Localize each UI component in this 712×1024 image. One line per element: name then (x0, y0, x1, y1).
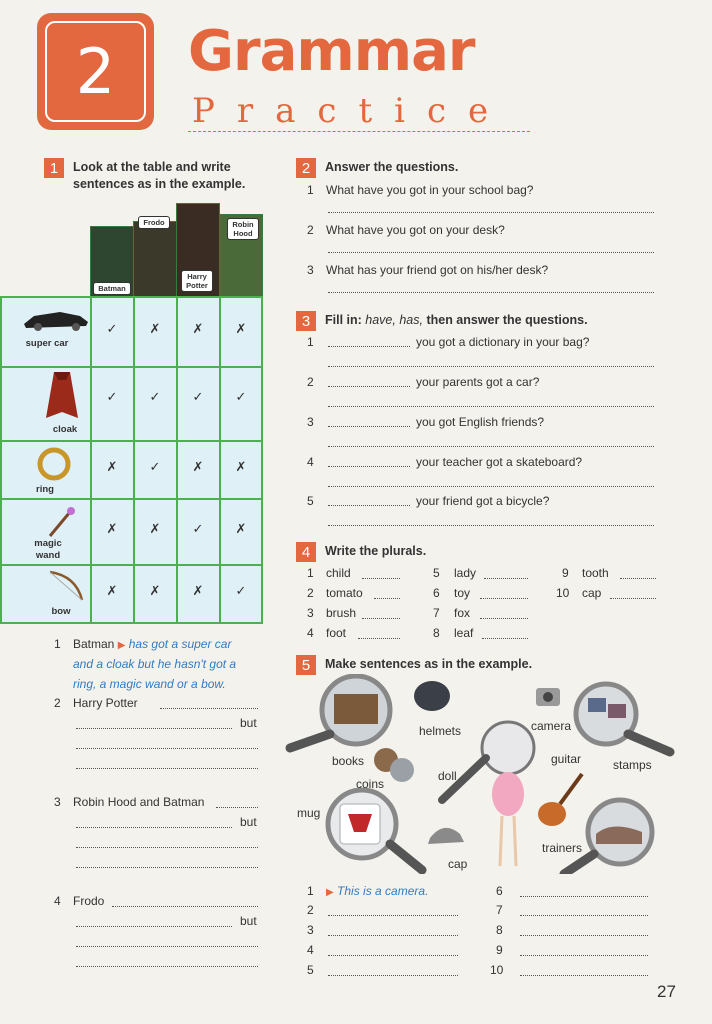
table-mark: ✗ (106, 460, 118, 475)
ex5-example (326, 884, 428, 900)
sentence-line[interactable] (520, 955, 648, 956)
answer-line[interactable] (76, 847, 258, 848)
question-number: 2 (307, 223, 314, 237)
ex5-pictures (282, 674, 682, 874)
ex1-example-line3: ring, a magic wand or a bow. (73, 677, 226, 691)
answer-line[interactable] (76, 827, 232, 828)
item-number: 1 (307, 335, 314, 349)
sentence-line[interactable] (520, 915, 648, 916)
ex3-instruction-italic: have, has, (365, 313, 423, 327)
plural-word: fox (454, 606, 471, 620)
plural-number: 7 (433, 606, 440, 620)
bow-picture (46, 570, 86, 602)
ex1-answer-name: Batman (73, 637, 115, 651)
table-mark: ✓ (235, 584, 247, 599)
picture-label-coins: coins (356, 777, 385, 791)
super-car-picture (20, 304, 92, 334)
table-mark: ✗ (149, 584, 161, 599)
table-mark: ✓ (106, 322, 118, 337)
fill-in-blank[interactable] (328, 466, 410, 467)
table-mark: ✓ (106, 390, 118, 405)
page-number: 27 (657, 982, 676, 1001)
answer-line[interactable] (328, 366, 654, 367)
page-title: Grammar (188, 19, 475, 84)
sentence-number: 2 (307, 903, 314, 917)
table-mark: ✗ (235, 460, 247, 475)
ex3-instruction-pre: Fill in: (325, 313, 366, 327)
answer-line[interactable] (328, 406, 654, 407)
item-number: 4 (307, 455, 314, 469)
ex3-instruction-post: then answer the questions. (422, 313, 588, 327)
unit-number-box (37, 13, 154, 130)
answer-line[interactable] (328, 525, 654, 526)
question-text: What has your friend got on his/her desk? (326, 263, 549, 277)
plural-blank[interactable] (620, 578, 656, 579)
plural-word: lady (454, 566, 477, 580)
plural-word: brush (326, 606, 357, 620)
answer-line[interactable] (112, 906, 258, 907)
sentence-line[interactable] (328, 935, 458, 936)
row-label-super-car: super car (25, 338, 69, 349)
sentence-number: 3 (307, 923, 314, 937)
items-table (0, 296, 263, 624)
question-text: What have you got in your school bag? (326, 183, 534, 197)
sentence-number: 1 (307, 884, 314, 898)
ex3-number-badge: 3 (296, 311, 316, 331)
plural-word: child (326, 566, 351, 580)
page-subtitle: Practice (192, 91, 511, 131)
plural-blank[interactable] (610, 598, 656, 599)
picture-label-doll: doll (438, 769, 457, 783)
ex4-number-badge: 4 (296, 542, 316, 562)
fill-in-blank[interactable] (328, 346, 410, 347)
fill-in-blank[interactable] (328, 426, 410, 427)
item-text: you got a dictionary in your bag? (416, 335, 590, 349)
column-label-frodo: Frodo (138, 216, 170, 229)
ring-picture (36, 446, 72, 482)
plural-blank[interactable] (482, 638, 528, 639)
plural-word: leaf (454, 626, 474, 640)
picture-label-guitar: guitar (551, 752, 582, 766)
plural-blank[interactable] (362, 618, 400, 619)
plural-number: 3 (307, 606, 314, 620)
table-mark: ✗ (192, 584, 204, 599)
answer-line[interactable] (76, 946, 258, 947)
plural-number: 8 (433, 626, 440, 640)
item-text: you got English friends? (416, 415, 545, 429)
sentence-line[interactable] (520, 975, 648, 976)
column-label-batman: Batman (93, 282, 131, 295)
ex1-answer-number: 1 (54, 637, 61, 651)
but-label: but (240, 716, 257, 730)
plural-blank[interactable] (480, 598, 528, 599)
picture-label-books: books (332, 754, 365, 768)
ex5-number-badge: 5 (296, 655, 316, 675)
table-mark: ✗ (106, 584, 118, 599)
answer-line[interactable] (160, 708, 258, 709)
ex1-answer-name: Robin Hood and Batman (73, 795, 205, 809)
ex1-answer-number: 2 (54, 696, 61, 710)
table-mark: ✗ (235, 322, 247, 337)
sentence-number: 5 (307, 963, 314, 977)
table-mark: ✓ (192, 522, 204, 537)
title-divider (188, 131, 530, 132)
unit-number: 2 (75, 35, 116, 108)
arrow-icon: ▶ (326, 887, 334, 898)
picture-label-trainers: trainers (542, 841, 583, 855)
plural-number: 9 (562, 566, 569, 580)
table-mark: ✓ (192, 390, 204, 405)
answer-line[interactable] (328, 486, 654, 487)
sentence-number: 8 (496, 923, 503, 937)
sentence-line[interactable] (520, 896, 648, 897)
plural-blank[interactable] (362, 578, 400, 579)
column-label-harry-potter: Harry Potter (181, 270, 213, 292)
question-number: 3 (307, 263, 314, 277)
ex5-instruction: Make sentences as in the example. (325, 657, 533, 671)
ex1-example-text: has got a super car (128, 637, 232, 651)
row-label-cloak: cloak (52, 424, 78, 435)
answer-line[interactable] (328, 252, 654, 253)
plural-number: 10 (556, 586, 570, 600)
table-mark: ✓ (149, 460, 161, 475)
table-mark: ✗ (192, 460, 204, 475)
plural-word: tomato (326, 586, 363, 600)
arrow-icon: ▶ (117, 640, 126, 651)
fill-in-blank[interactable] (328, 505, 410, 506)
plural-word: foot (326, 626, 347, 640)
table-mark: ✗ (106, 522, 118, 537)
ex1-instruction-line2: sentences as in the example. (73, 177, 246, 191)
sentence-line[interactable] (520, 935, 648, 936)
plural-word: tooth (582, 566, 609, 580)
plural-number: 1 (307, 566, 314, 580)
sentence-number: 4 (307, 943, 314, 957)
sentence-number: 6 (496, 884, 503, 898)
ex5-example-text: This is a camera. (337, 884, 429, 898)
plural-blank[interactable] (480, 618, 528, 619)
answer-line[interactable] (328, 212, 654, 213)
item-number: 5 (307, 494, 314, 508)
but-label: but (240, 815, 257, 829)
sentence-line[interactable] (328, 915, 458, 916)
ex4-instruction: Write the plurals. (325, 544, 427, 558)
magic-wand-picture (44, 504, 78, 540)
picture-label-helmets: helmets (419, 724, 462, 738)
answer-line[interactable] (76, 748, 258, 749)
ex2-instruction: Answer the questions. (325, 160, 459, 174)
answer-line[interactable] (76, 926, 232, 927)
picture-label-camera: camera (531, 719, 572, 733)
answer-line[interactable] (328, 446, 654, 447)
row-label-ring: ring (36, 484, 54, 495)
plural-number: 5 (433, 566, 440, 580)
plural-number: 6 (433, 586, 440, 600)
ex1-answer-number: 3 (54, 795, 61, 809)
ex1-answer-name: Harry Potter (73, 696, 138, 710)
item-number: 3 (307, 415, 314, 429)
ex1-example-line2: and a cloak but he hasn't got a (73, 657, 237, 671)
answer-line[interactable] (76, 728, 232, 729)
column-label-robin-hood: Robin Hood (227, 218, 259, 240)
answer-line[interactable] (328, 292, 654, 293)
plural-blank[interactable] (484, 578, 528, 579)
table-mark: ✗ (149, 522, 161, 537)
row-label-magic-wand: magic wand (34, 538, 62, 561)
question-text: What have you got on your desk? (326, 223, 505, 237)
plural-word: cap (582, 586, 602, 600)
sentence-number: 9 (496, 943, 503, 957)
table-mark: ✗ (149, 322, 161, 337)
fill-in-blank[interactable] (328, 386, 410, 387)
item-text: your teacher got a skateboard? (416, 455, 583, 469)
item-text: your parents got a car? (416, 375, 540, 389)
ex2-number-badge: 2 (296, 158, 316, 178)
plural-number: 4 (307, 626, 314, 640)
answer-line[interactable] (216, 807, 258, 808)
sentence-line[interactable] (328, 975, 458, 976)
ex1-answer-number: 4 (54, 894, 61, 908)
table-mark: ✓ (235, 390, 247, 405)
row-label-bow: bow (51, 606, 71, 617)
table-mark: ✓ (149, 390, 161, 405)
sentence-number: 7 (496, 903, 503, 917)
ex1-instruction-line1: Look at the table and write (73, 160, 231, 174)
picture-label-mug: mug (297, 806, 321, 820)
ex1-answer-name: Frodo (73, 894, 105, 908)
table-mark: ✗ (192, 322, 204, 337)
ex1-number-badge: 1 (44, 158, 64, 178)
answer-line[interactable] (76, 867, 258, 868)
question-number: 1 (307, 183, 314, 197)
sentence-number: 10 (490, 963, 504, 977)
plural-blank[interactable] (358, 638, 400, 639)
picture-label-cap: cap (448, 857, 468, 871)
plural-word: toy (454, 586, 471, 600)
sentence-line[interactable] (328, 955, 458, 956)
frodo-picture (133, 221, 177, 298)
ex3-instruction (325, 312, 588, 329)
item-number: 2 (307, 375, 314, 389)
plural-number: 2 (307, 586, 314, 600)
answer-line[interactable] (76, 966, 258, 967)
ex1-example-line1 (73, 637, 231, 653)
plural-blank[interactable] (374, 598, 400, 599)
item-text: your friend got a bicycle? (416, 494, 550, 508)
but-label: but (240, 914, 257, 928)
cloak-picture (42, 370, 82, 422)
picture-label-stamps: stamps (613, 758, 652, 772)
table-mark: ✗ (235, 522, 247, 537)
answer-line[interactable] (76, 768, 258, 769)
